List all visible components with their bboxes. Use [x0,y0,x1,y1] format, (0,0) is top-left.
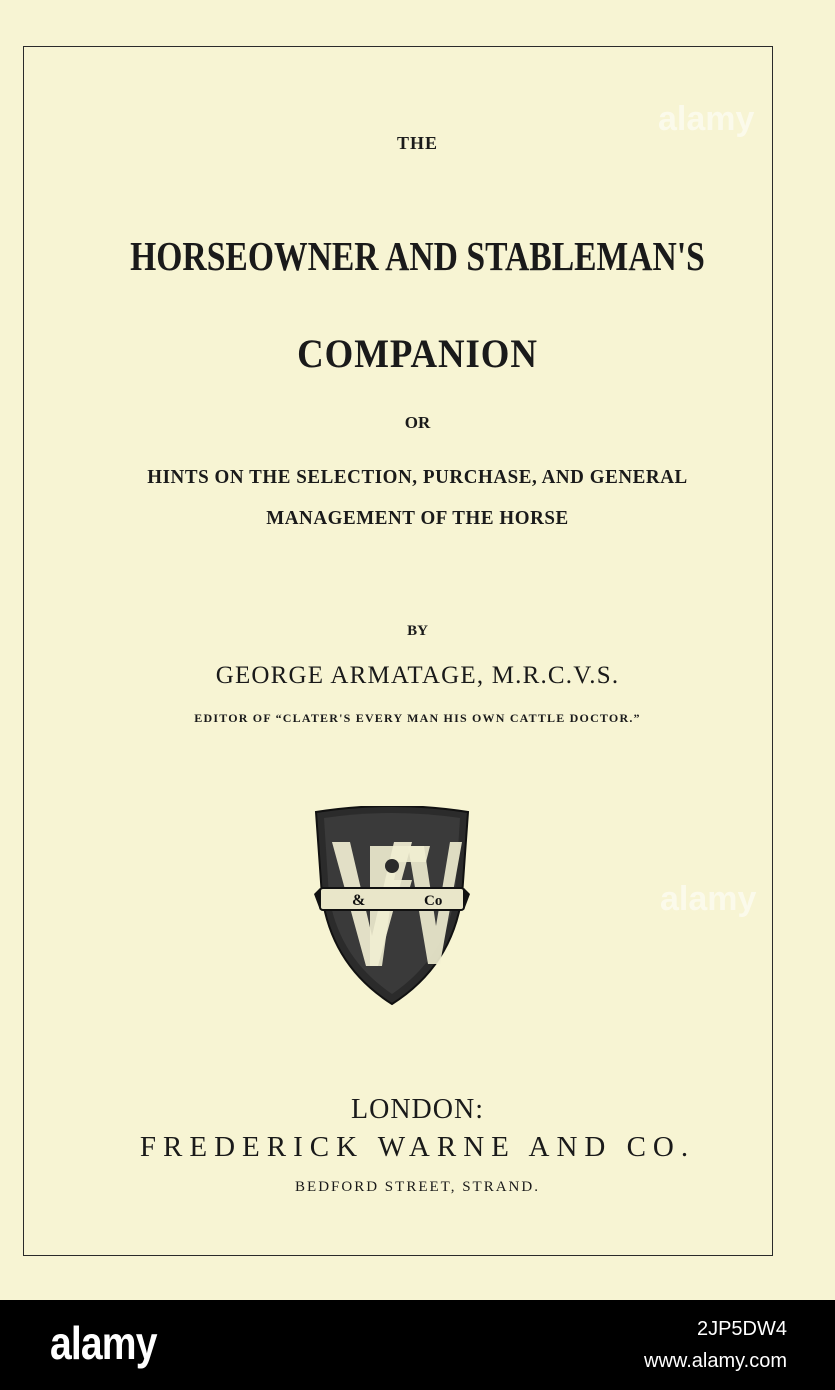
stock-footer-bar [0,1300,835,1390]
svg-text:&: & [352,892,366,909]
svg-text:Co: Co [424,893,443,909]
publication-place: LONDON: [351,1094,484,1125]
image-id: 2JP5DW4 [696,1318,787,1340]
page-border [23,46,773,1256]
brand-logo: alamy [50,1317,157,1369]
book-title-companion: COMPANION [297,331,538,376]
site-url: www.alamy.com [644,1350,787,1372]
book-title: HORSEOWNER AND STABLEMAN'S [130,233,705,279]
title-prefix: THE [396,133,438,153]
publisher-address: BEDFORD STREET, STRAND. [295,1179,540,1195]
subtitle-line-2: MANAGEMENT OF THE HORSE [266,507,569,529]
title-connector: OR [404,413,431,432]
author-name: GEORGE ARMATAGE, M.R.C.V.S. [215,662,620,689]
subtitle-line-1: HINTS ON THE SELECTION, PURCHASE, AND GENERAL [147,466,688,488]
publisher-name: FREDERICK WARNE AND CO. [139,1131,696,1163]
publisher-emblem-icon [312,806,472,1006]
watermark: alamy [660,880,757,918]
watermark: alamy [658,100,755,138]
editor-note: EDITOR OF “CLATER'S EVERY MAN HIS OWN CATTLE DOCTOR.” [194,711,641,725]
by-label: BY [407,623,428,639]
